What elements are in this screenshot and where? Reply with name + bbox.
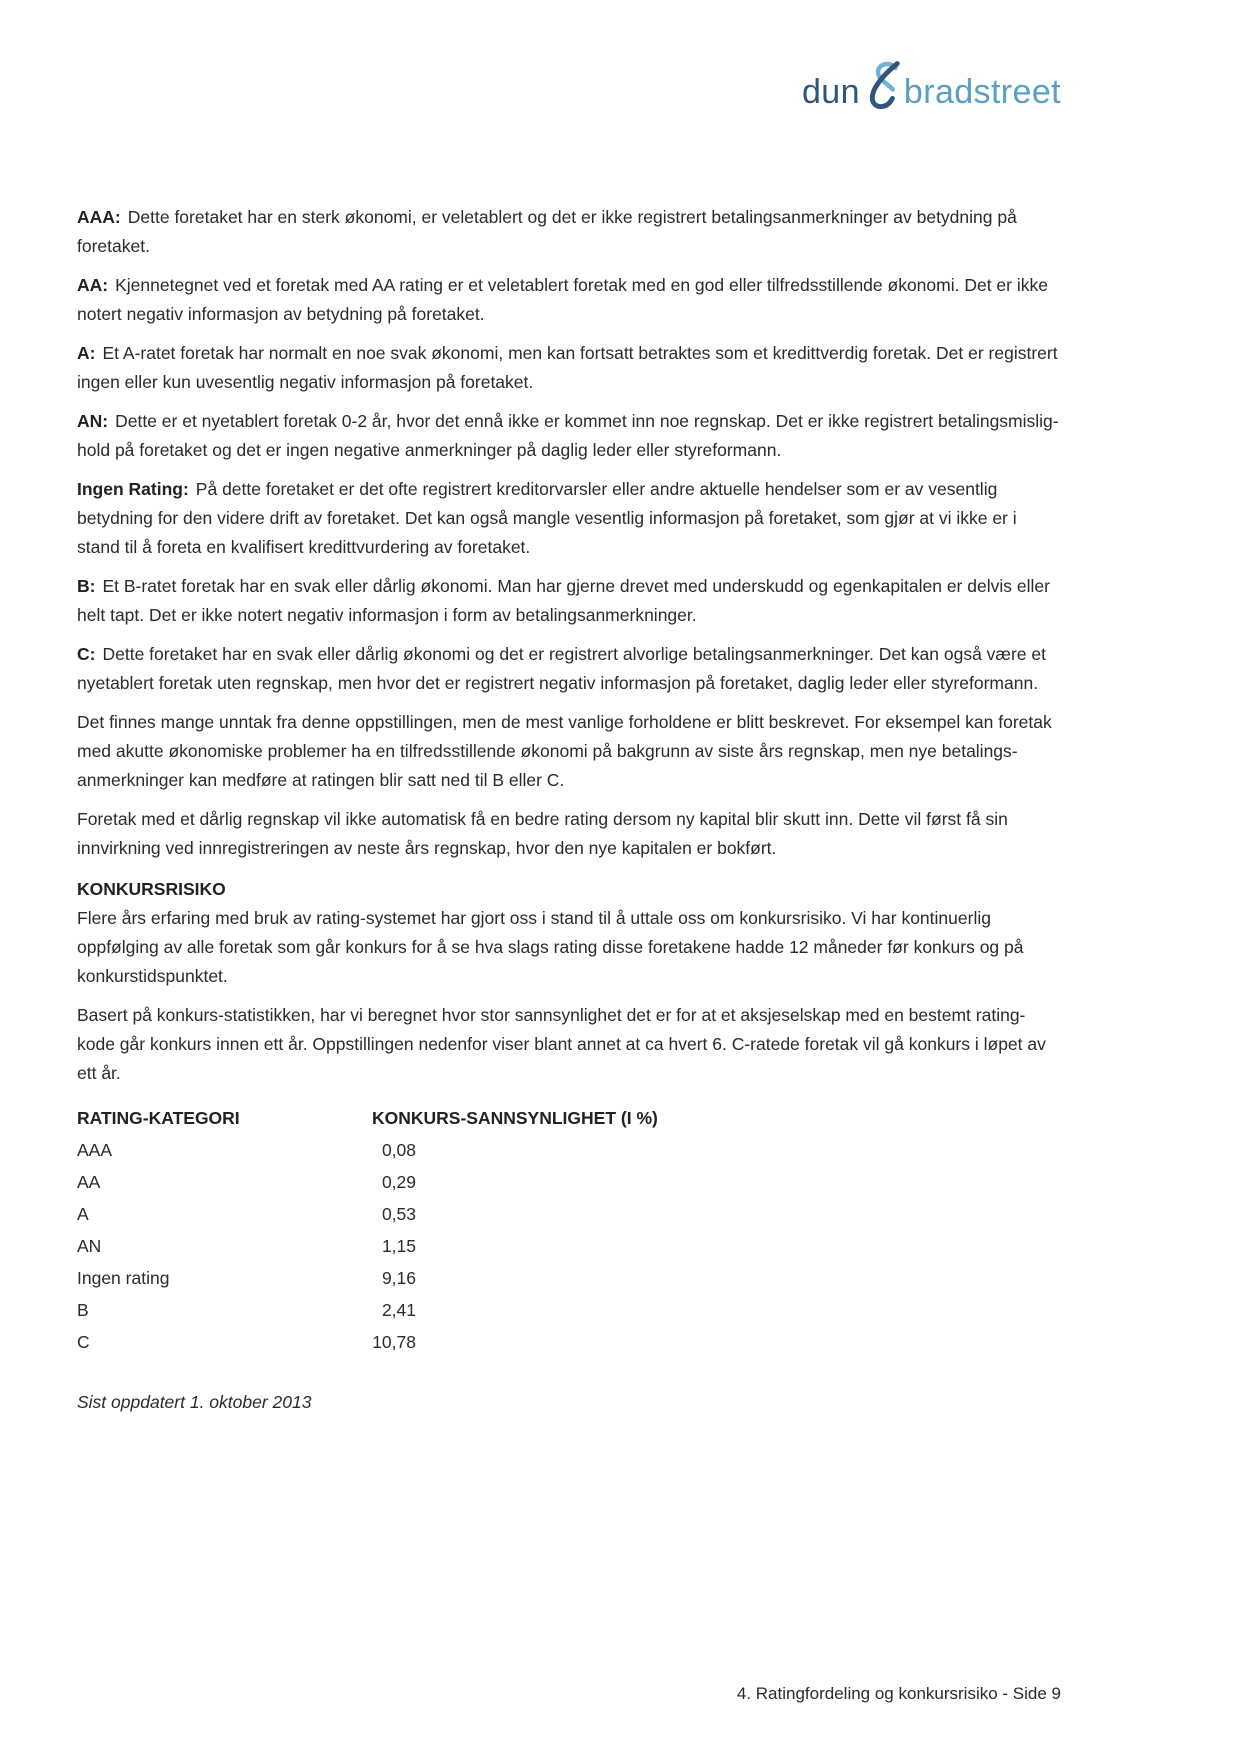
table-row — [77, 1326, 1062, 1358]
table-header-konkurs-sannsynlighet: KONKURS-SANNSYNLIGHET (I %) — [372, 1108, 658, 1128]
table-cell-value-wrap — [372, 1294, 1062, 1326]
paragraph-text: På dette foretaket er det ofte registrert kreditorvarsler eller andre aktuelle hendelser som er av vesentlig betydning for den videre drift av foretaket. Det kan også mangle vesentlig informasjon på foretaket, som gjør at vi ikke er i stand til å foreta en kvalifisert kredittvurdering av foretaket. — [77, 479, 1017, 557]
table-row — [77, 1230, 1062, 1262]
document-body — [77, 203, 1062, 1417]
paragraph-text: Et B-ratet foretak har en svak eller dårlig økonomi. Man har gjerne drevet med underskudd og egenkapitalen er delvis eller helt tapt. Det er ikke notert negativ informasjon i form av betalingsanmerkninger. — [77, 576, 1050, 625]
table-row — [77, 1294, 1062, 1326]
rating-label-a: A: — [77, 343, 96, 363]
paragraph-exceptions — [77, 708, 1062, 795]
rating-label-an: AN: — [77, 411, 109, 431]
paragraph-new-capital — [77, 805, 1062, 863]
table-cell-value-wrap — [372, 1166, 1062, 1198]
logo-text-dun: dun — [801, 73, 860, 111]
table-cell-value: 0,53 — [381, 1204, 416, 1224]
table-cell-value-wrap — [372, 1262, 1062, 1294]
table-cell-value-wrap — [372, 1198, 1062, 1230]
table-cell-category: Ingen rating — [77, 1268, 170, 1288]
paragraph-c — [77, 640, 1062, 698]
table-cell-category: AN — [77, 1236, 102, 1256]
paragraph-text: Det finnes mange unntak fra denne oppstillingen, men de mest vanlige forholdene er blitt beskrevet. For eksempel kan foretak med akutte økonomiske problemer ha en tilfredsstillende økonomi på bakgrunn av siste års regnskap, men nye betalings- anmerkninger kan medføre at ratingen blir satt ned til B eller C. — [77, 712, 1052, 790]
table-cell-value: 10,78 — [372, 1332, 416, 1352]
rating-label-b: B: — [77, 576, 96, 596]
table-cell-value: 2,41 — [381, 1300, 416, 1320]
paragraph-text: Et A-ratet foretak har normalt en noe svak økonomi, men kan fortsatt betraktes som et kredittverdig foretak. Det er registrert ingen eller kun uvesentlig negativ informasjon på foretaket. — [77, 343, 1058, 392]
table-cell-category: AAA — [77, 1140, 113, 1160]
table-cell-value: 9,16 — [381, 1268, 416, 1288]
table-row — [77, 1166, 1062, 1198]
paragraph-text: Kjennetegnet ved et foretak med AA rating er et veletablert foretak med en god eller tilfredsstillende økonomi. Det er ikke notert negativ informasjon av betydning på foretaket. — [77, 275, 1048, 324]
table-cell-value-wrap — [372, 1230, 1062, 1262]
paragraph-text: Dette foretaket har en sterk økonomi, er veletablert og det er ikke registrert betalingsanmerkninger av betydning på foretaket. — [77, 207, 1017, 256]
ampersand-logo-icon — [863, 60, 903, 116]
paragraph-a — [77, 339, 1062, 397]
rating-label-c: C: — [77, 644, 96, 664]
table-cell-value-wrap — [372, 1134, 1062, 1166]
section-heading-konkursrisiko: KONKURSRISIKO — [77, 879, 226, 899]
table-row — [77, 1198, 1062, 1230]
paragraph-text: Dette foretaket har en svak eller dårlig økonomi og det er registrert alvorlige betalingsanmerkninger. Det kan også være et nyetablert foretak uten regnskap, men hvor det er registrert negativ informasjon på foretaket, daglig leder eller styreformann. — [77, 644, 1046, 693]
page-footer: 4. Ratingfordeling og konkursrisiko - Side 9 — [736, 1684, 1061, 1703]
paragraph-konkursrisiko-2: Basert på konkurs-statistikken, har vi beregnet hvor stor sannsynlighet det er for at et aksjeselskap med en bestemt rating-kode går konkurs innen ett år. Oppstillingen nedenfor viser blant annet at ca hvert 6. C-ratede foretak vil gå konkurs i løpet av ett år. — [77, 1005, 1046, 1083]
table-header-rating-kategori: RATING-KATEGORI — [77, 1108, 240, 1128]
table-cell-value: 1,15 — [381, 1236, 416, 1256]
dun-and-bradstreet-logo — [802, 68, 1061, 116]
last-updated-note: Sist oppdatert 1. oktober 2013 — [77, 1392, 312, 1412]
table-cell-category: A — [77, 1204, 89, 1224]
rating-label-ingen-rating: Ingen Rating: — [77, 479, 189, 499]
paragraph-konkursrisiko-1: Flere års erfaring med bruk av rating-systemet har gjort oss i stand til å uttale oss om konkursrisiko. Vi har kontinuerlig oppfølging av alle foretak som går konkurs for å se hva slags rating disse foretakene hadde 12 måneder før konkurs og på konkurstidspunktet. — [77, 908, 1024, 986]
paragraph-text: Foretak med et dårlig regnskap vil ikke automatisk få en bedre rating dersom ny kapital blir skutt inn. Dette vil først få sin innvirkning ved innregistreringen av neste års regnskap, hvor den nye kapitalen er bokført. — [77, 809, 1008, 858]
rating-label-aa: AA: — [77, 275, 109, 295]
table-header-row — [77, 1102, 1062, 1134]
table-cell-value-wrap — [372, 1326, 1062, 1358]
paragraph-b — [77, 572, 1062, 630]
table-row — [77, 1262, 1062, 1294]
table-row — [77, 1134, 1062, 1166]
paragraph-aaa — [77, 203, 1062, 261]
paragraph-an — [77, 407, 1062, 465]
table-cell-value: 0,08 — [381, 1140, 416, 1160]
logo-text-bradstreet: bradstreet — [903, 73, 1061, 111]
table-cell-category: C — [77, 1332, 90, 1352]
table-cell-value: 0,29 — [381, 1172, 416, 1192]
paragraph-ingen-rating — [77, 475, 1062, 562]
paragraph-text: Dette er et nyetablert foretak 0-2 år, hvor det ennå ikke er kommet inn noe regnskap. Det er ikke registrert betalingsmislig- hold på foretaket og det er ingen negative anmerkninger på daglig leder eller styreformann. — [77, 411, 1059, 460]
rating-label-aaa: AAA: — [77, 207, 121, 227]
table-cell-category: B — [77, 1300, 89, 1320]
table-cell-category: AA — [77, 1172, 101, 1192]
paragraph-aa — [77, 271, 1062, 329]
rating-probability-table — [77, 1102, 1062, 1358]
